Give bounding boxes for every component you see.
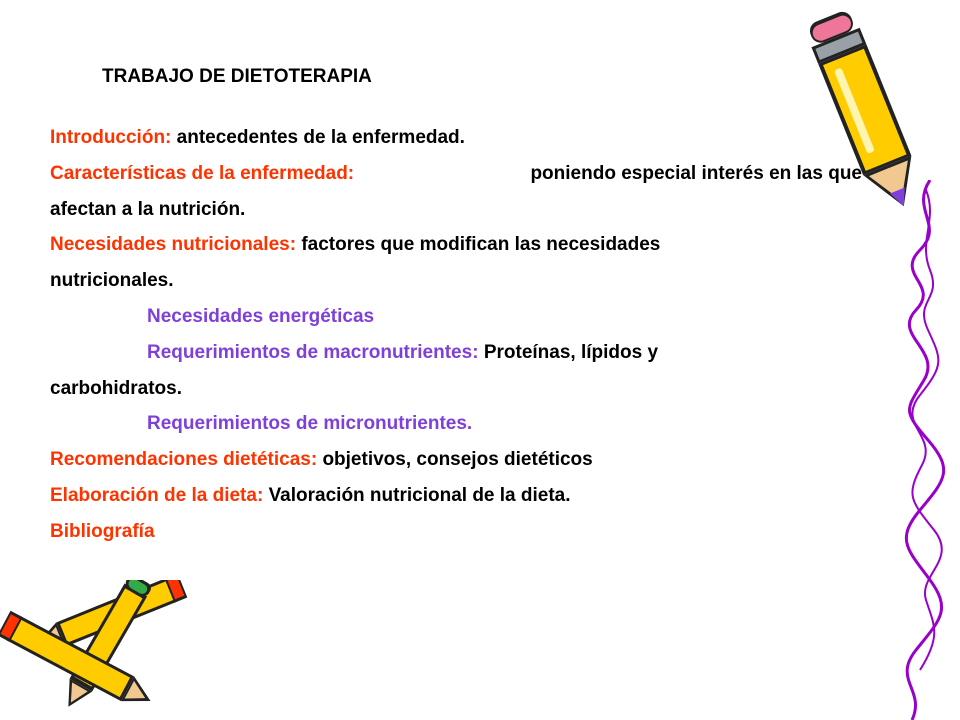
necesidades-nutricionales-text-2: nutricionales. bbox=[50, 270, 174, 292]
necesidades-nutricionales-line bbox=[50, 227, 862, 263]
elaboracion-text: Valoración nutricional de la dieta. bbox=[268, 484, 571, 506]
caracteristicas-line bbox=[50, 156, 862, 192]
necesidades-energeticas-label: Necesidades energéticas bbox=[147, 305, 375, 327]
recomendaciones-line bbox=[50, 442, 862, 478]
caracteristicas-label: Características de la enfermedad: bbox=[50, 162, 355, 184]
macronutrientes-label: Requerimientos de macronutrientes: bbox=[147, 341, 479, 363]
caracteristicas-text: poniendo especial interés en las que bbox=[530, 162, 862, 184]
caracteristicas-text-2: afectan a la nutrición. bbox=[50, 198, 246, 220]
macronutrientes-text: Proteínas, lípidos y bbox=[483, 341, 659, 363]
necesidades-nutricionales-text: factores que modifican las necesidades bbox=[301, 234, 661, 256]
bibliografia-line bbox=[50, 514, 862, 550]
macronutrientes-line-2 bbox=[50, 371, 862, 407]
intro-text: antecedentes de la enfermedad. bbox=[176, 127, 465, 148]
micronutrientes-label: Requerimientos de micronutrientes. bbox=[147, 413, 473, 435]
elaboracion-line bbox=[50, 478, 862, 514]
necesidades-energeticas-line bbox=[50, 299, 862, 335]
slide-content bbox=[50, 120, 862, 550]
caracteristicas-line-2 bbox=[50, 192, 862, 228]
macronutrientes-line bbox=[50, 335, 862, 371]
recomendaciones-label: Recomendaciones dietéticas: bbox=[50, 449, 318, 471]
pencils-icon bbox=[0, 580, 200, 715]
bibliografia-label: Bibliografía bbox=[50, 520, 155, 542]
intro-label: Introducción: bbox=[50, 127, 172, 148]
macronutrientes-text-2: carbohidratos. bbox=[50, 377, 182, 399]
slide-title: TRABAJO DE DIETOTERAPIA bbox=[102, 66, 372, 87]
elaboracion-label: Elaboración de la dieta: bbox=[50, 484, 264, 506]
necesidades-nutricionales-line-2 bbox=[50, 263, 862, 299]
recomendaciones-text: objetivos, consejos dietéticos bbox=[322, 449, 593, 471]
squiggle-line-decoration bbox=[890, 180, 960, 720]
intro-line bbox=[50, 120, 862, 156]
micronutrientes-line bbox=[50, 406, 862, 442]
necesidades-nutricionales-label: Necesidades nutricionales: bbox=[50, 234, 297, 256]
